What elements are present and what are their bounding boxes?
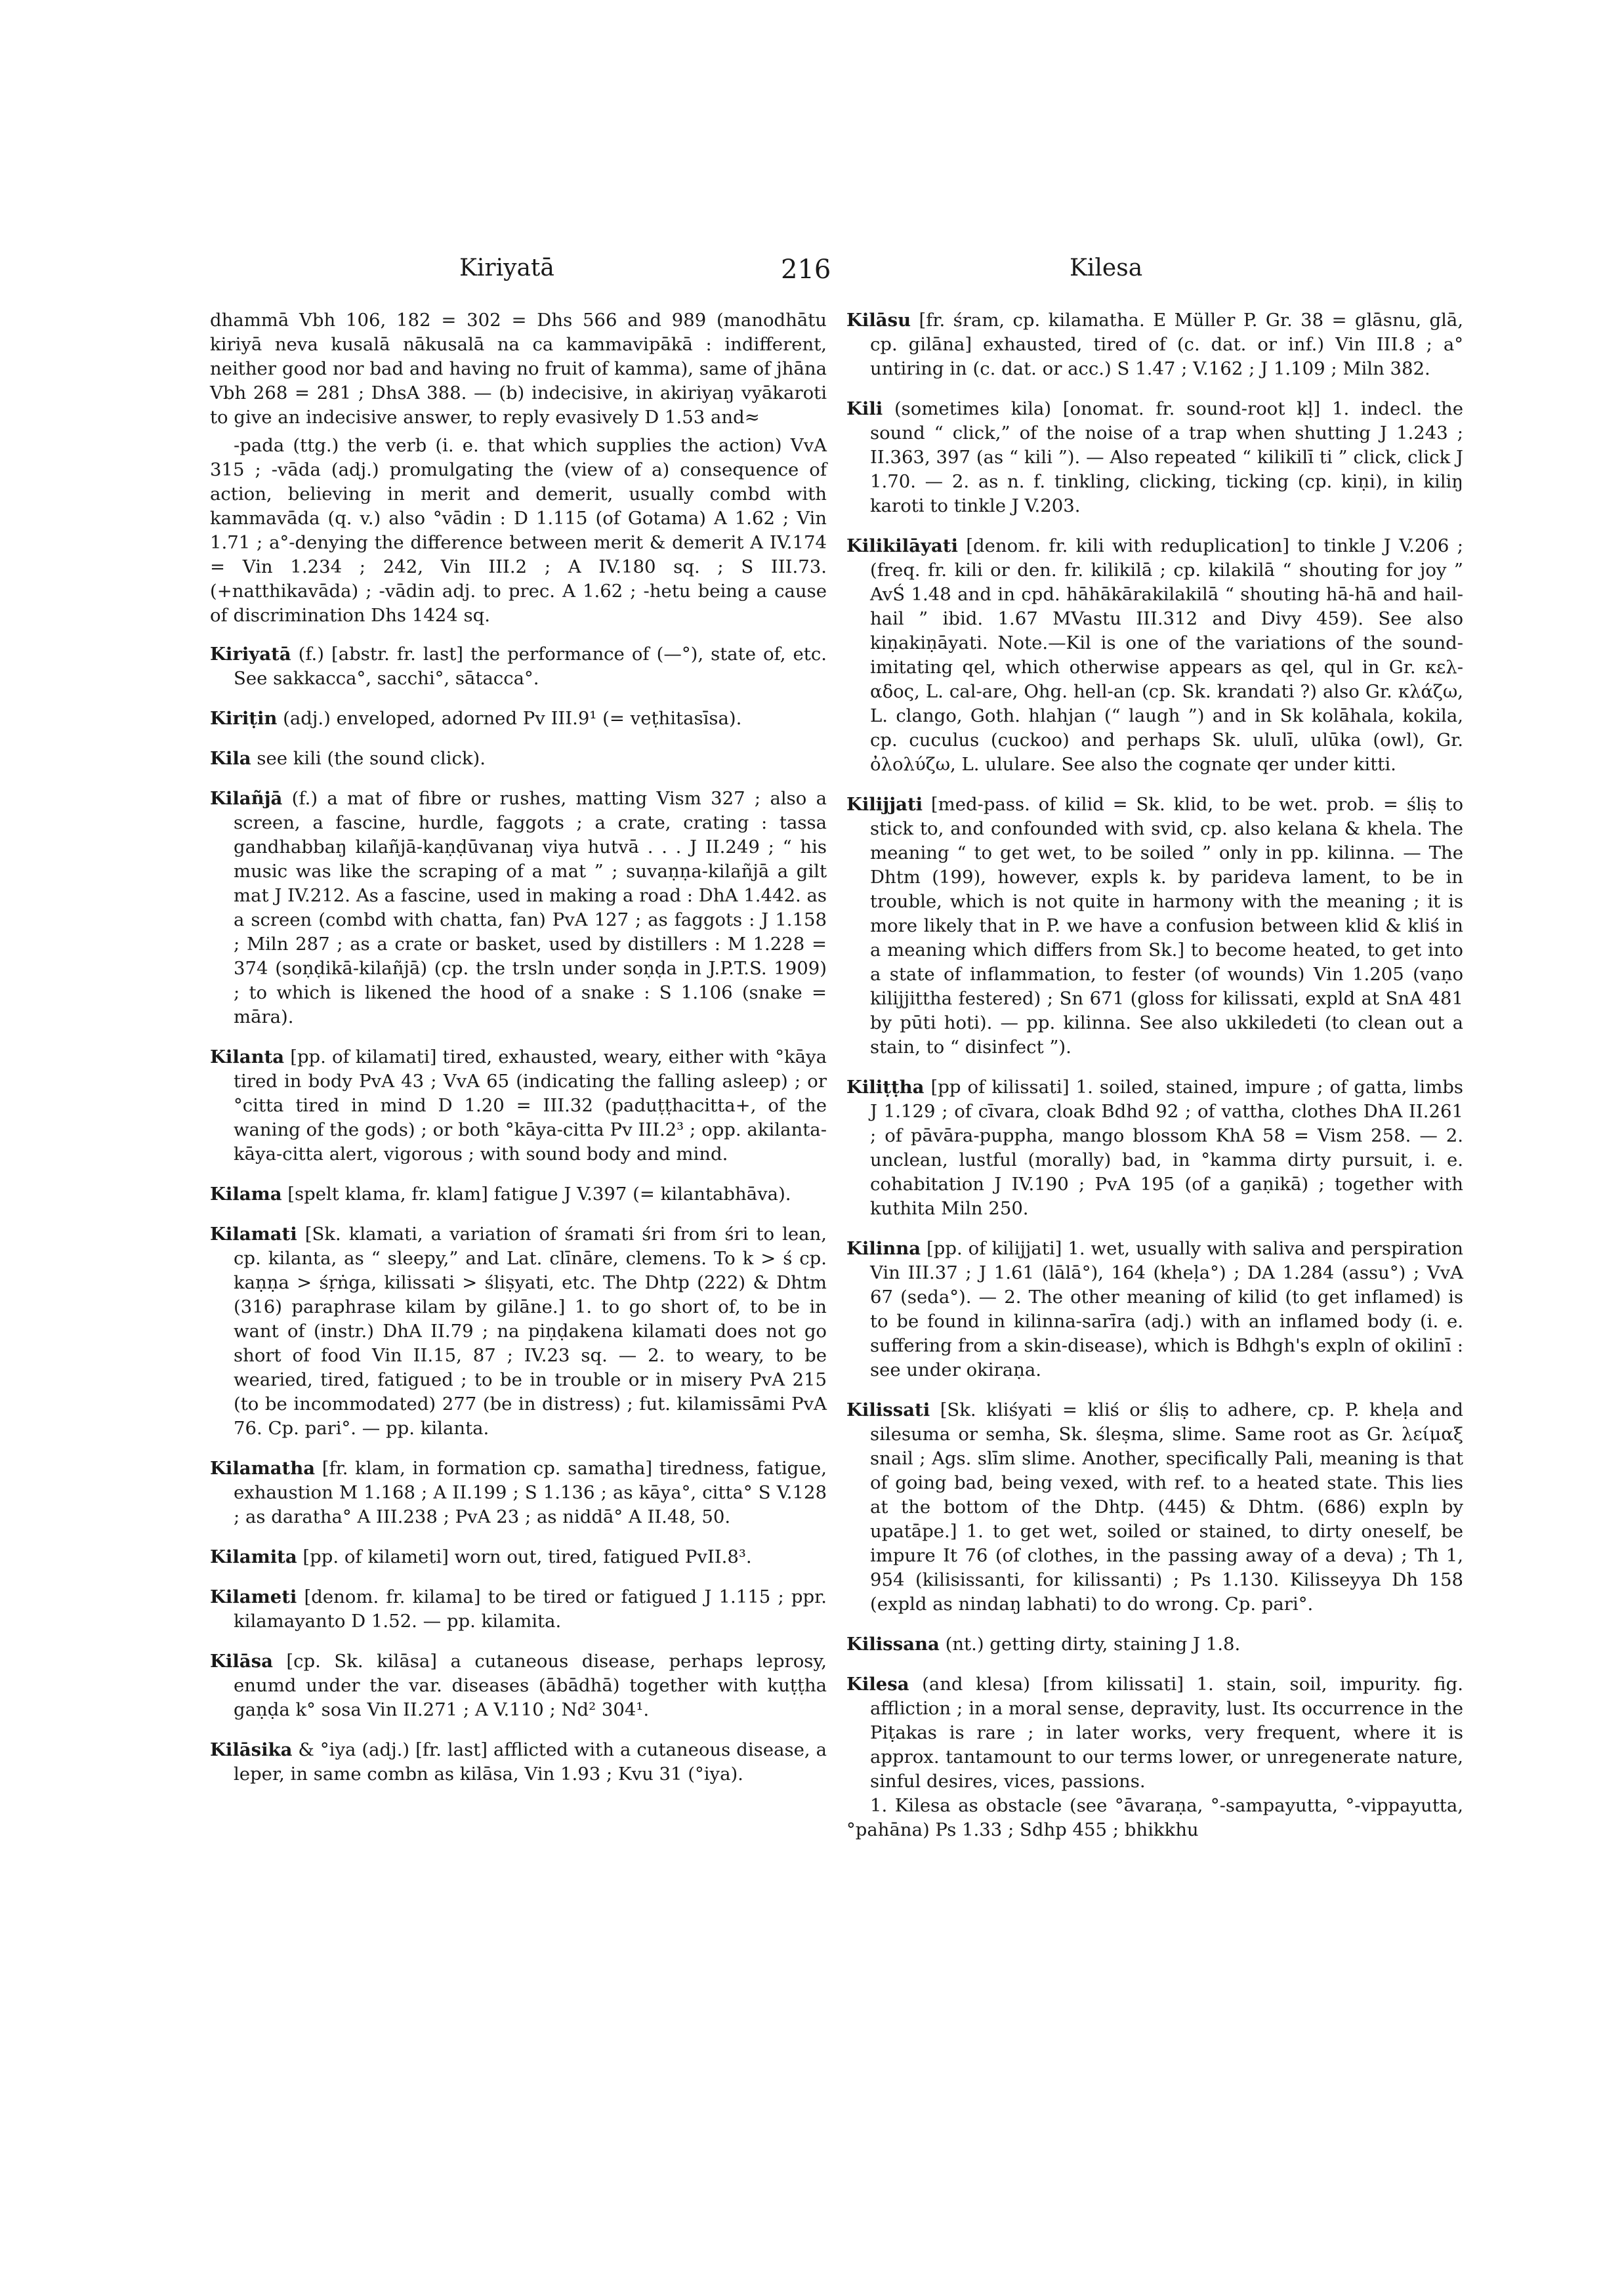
dictionary-entry <box>846 534 1463 777</box>
dictionary-entry <box>210 707 827 731</box>
dictionary-entry <box>846 1794 1463 1842</box>
dictionary-entry <box>210 308 827 430</box>
dictionary-entry <box>210 642 827 691</box>
dictionary-entry <box>210 787 827 1029</box>
entry-body: [denom. fr. kilama] to be tired or fatigued J 1.115 ; ppr. kilamayanto D 1.52. — pp. kilamita. <box>234 1586 827 1632</box>
entry-headword: Kilissati <box>846 1399 930 1420</box>
entry-body: [Sk. kliśyati = kliś or śliṣ to adhere, cp. P. kheḷa and silesuma or semha, Sk. śleṣma, slime. Same root as Gr. λείμαξ snail ; Ags. slīm slime. Another, specifically Pali, meaning is that of going bad, being vexed, with ref. to a heated state. This lies at the bottom of the Dhtp. (445) & Dhtm. (686) expln by upatāpe.] 1. to get wet, soiled or stained, to dirty oneself, be impure It 76 (of clothes, in the passing away of a deva) ; Th 1, 954 (kilisissanti, for kilissanti) ; Ps 1.130. Kilisseyya Dh 158 (expld as nindaŋ labhati) to do wrong. Cp. pari°. <box>870 1399 1463 1615</box>
entry-headword: Kilameti <box>210 1586 297 1607</box>
entry-body: [pp. of kilamati] tired, exhausted, weary, either with °kāya tired in body PvA 43 ; VvA 65 (indicating the falling asleep) ; or °citta tired in mind D 1.20 = III.32 (paduṭṭhacitta+, of the waning of the gods) ; or both °kāya-citta Pv III.2³ ; opp. akilanta-kāya-citta alert, vigorous ; with sound body and mind. <box>234 1046 827 1165</box>
running-head <box>197 255 1430 294</box>
dictionary-entry <box>210 1045 827 1167</box>
entry-headword: Kilamatha <box>210 1458 316 1479</box>
entry-body: [cp. Sk. kilāsa] a cutaneous disease, perhaps leprosy, enumd under the var. diseases (ābādhā) together with kuṭṭha gaṇḍa k° sosa Vin II.271 ; A V.110 ; Nd² 304¹. <box>234 1651 827 1720</box>
entry-body: & °iya (adj.) [fr. last] afflicted with a cutaneous disease, a leper, in same combn as kilāsa, Vin 1.93 ; Kvu 31 (°iya). <box>234 1739 827 1785</box>
entry-headword: Kilissana <box>846 1634 940 1655</box>
dictionary-entry <box>210 1545 827 1569</box>
entry-body: dhammā Vbh 106, 182 = 302 = Dhs 566 and 989 (manodhātu kiriyā neva kusalā nākusalā na ca kammavipākā : indifferent, neither good nor bad and having no fruit of kamma), same of jhāna Vbh 268 = 281 ; DhsA 388. — (b) indecisive, in akiriyaŋ vyākaroti to give an indecisive answer, to reply evasively D 1.53 and≈ <box>210 310 827 428</box>
entry-headword: Kiliṭṭha <box>846 1077 925 1098</box>
dictionary-entry <box>846 1237 1463 1382</box>
dictionary-entry <box>210 1182 827 1207</box>
entry-headword: Kilāsu <box>846 310 911 331</box>
entry-headword: Kilamati <box>210 1224 297 1245</box>
entry-headword: Kilāsa <box>210 1651 273 1672</box>
entry-headword: Kilama <box>210 1184 282 1205</box>
dictionary-entry <box>846 1672 1463 1794</box>
entry-body: 1. Kilesa as obstacle (see °āvaraṇa, °-sampayutta, °-vippayutta, °pahāna) Ps 1.33 ; Sdhp 455 ; bhikkhu <box>846 1795 1463 1840</box>
entry-body: (and klesa) [from kilissati] 1. stain, soil, impurity. fig. affliction ; in a moral sense, depravity, lust. Its occurrence in the Piṭakas is rare ; in later works, very frequent, where it is approx. tantamount to our terms lower, or unregenerate nature, sinful desires, vices, passions. <box>870 1674 1463 1792</box>
header-right-word: Kilesa <box>1070 255 1143 281</box>
entry-body: (f.) [abstr. fr. last] the performance of (—°), state of, etc. See sakkacca°, sacchi°, sātacca°. <box>234 644 827 689</box>
dictionary-entry <box>846 1398 1463 1617</box>
entry-body: [fr. śram, cp. kilamatha. E Müller P. Gr. 38 = glāsnu, glā, cp. gilāna] exhausted, tired of (c. dat. or inf.) Vin III.8 ; a° untiring in (c. dat. or acc.) S 1.47 ; V.162 ; J 1.109 ; Miln 382. <box>870 310 1463 379</box>
dictionary-entry <box>210 434 827 628</box>
dictionary-entry <box>846 1075 1463 1221</box>
entry-body: (f.) a mat of fibre or rushes, matting Vism 327 ; also a screen, a fascine, hurdle, faggots ; a crate, crating : tassa gandhabbaŋ kilañjā-kaṇḍūvanaŋ viya hutvā . . . J II.249 ; “ his music was like the scraping of a mat ” ; suvaṇṇa-kilañjā a gilt mat J IV.212. As a fascine, used in making a road : DhA 1.442. as a screen (combd with chatta, fan) PvA 127 ; as faggots : J 1.158 ; Miln 287 ; as a crate or basket, used by distillers : M 1.228 = 374 (soṇḍikā-kilañjā) (cp. the trsln under soṇḍa in J.P.T.S. 1909) ; to which is likened the hood of a snake : S 1.106 (snake = māra). <box>234 788 827 1027</box>
dictionary-entry <box>210 1738 827 1787</box>
dictionary-entry <box>210 1649 827 1722</box>
dictionary-entry <box>210 747 827 771</box>
entry-body: [pp. of kilijjati] 1. wet, usually with saliva and perspiration Vin III.37 ; J 1.61 (lālā°), 164 (kheḷa°) ; DA 1.284 (assu°) ; VvA 67 (seda°). — 2. The other meaning of kilid (to get inflamed) is to be found in kilinna-sarīra (adj.) with an inflamed body (i. e. suffering from a skin-disease), which is Bdhgh's expln of okilinī : see under okiraṇa. <box>870 1238 1463 1380</box>
entry-headword: Kilañjā <box>210 788 283 809</box>
entry-body: (sometimes kila) [onomat. fr. sound-root kḷ] 1. indecl. the sound “ click,” of the noise of a trap when shutting J 1.243 ; II.363, 397 (as “ kili ”). — Also repeated “ kilikilī ti ” click, click J 1.70. — 2. as n. f. tinkling, clicking, ticking (cp. kiṇi), in kiliŋ karoti to tinkle J V.203. <box>870 398 1463 516</box>
header-left-word: Kiriyatā <box>459 255 554 281</box>
entry-body: [denom. fr. kili with reduplication] to tinkle J V.206 ; (freq. fr. kili or den. fr. kilikilā ; cp. kilakilā “ shouting for joy ” AvŚ 1.48 and in cpd. hāhākārakilakilā “ shouting hā-hā and hail-hail ” ibid. 1.67 MVastu III.312 and Divy 459). See also kiṇakiṇāyati. Note.—Kil is one of the variations of the sound-imitating qel, which otherwise appears as qel, qul in Gr. κελ-αδος, L. cal-are, Ohg. hell-an (cp. Sk. krandati ?) also Gr. κλάζω, L. clango, Goth. hlahjan (“ laugh ”) and in Sk kolāhala, kokila, cp. cuculus (cuckoo) and perhaps Sk. ululī, ulūka (owl), Gr. ὀλολύζω, L. ululare. See also the cognate qer under kitti. <box>870 535 1463 775</box>
dictionary-entry <box>846 1632 1463 1657</box>
entry-headword: Kilijjati <box>846 794 923 815</box>
entry-headword: Kilikilāyati <box>846 535 958 556</box>
entry-body: see kili (the sound click). <box>251 748 486 769</box>
entry-headword: Kiriṭin <box>210 708 278 729</box>
dictionary-entry <box>210 1585 827 1634</box>
entry-headword: Kilāsika <box>210 1739 293 1760</box>
entry-body: [fr. klam, in formation cp. samatha] tiredness, fatigue, exhaustion M 1.168 ; A II.199 ; S 1.136 ; as kāya°, citta° S V.128 ; as daratha° A III.238 ; PvA 23 ; as niddā° A II.48, 50. <box>234 1458 827 1527</box>
entry-body: (nt.) getting dirty, staining J 1.8. <box>939 1634 1241 1655</box>
entry-body: [med-pass. of kilid = Sk. klid, to be wet. prob. = śliṣ to stick to, and confounded with svid, cp. also kelana & khela. The meaning “ to get wet, to be soiled ” only in pp. kilinna. — The Dhtm (199), however, expls k. by parideva lament, to be in trouble, which is not quite in harmony with the meaning ; it is more likely that in P. we have a confusion between klid & kliś in a meaning which differs from Sk.] to become heated, to get into a state of inflammation, to fester (of wounds) Vin 1.205 (vaṇo kilijjittha festered) ; Sn 671 (gloss for kilissati, expld at SnA 481 by pūti hoti). — pp. kilinna. See also ukkiledeti (to clean out a stain, to “ disinfect ”). <box>870 794 1463 1058</box>
left-column <box>210 308 827 1802</box>
page-number: 216 <box>781 255 831 285</box>
dictionary-entry <box>846 308 1463 381</box>
dictionary-entry <box>210 1222 827 1441</box>
dictionary-entry <box>846 793 1463 1060</box>
right-column <box>846 308 1463 1842</box>
entry-body: [Sk. klamati, a variation of śramati śri from śri to lean, cp. kilanta, as “ sleepy,” and Lat. clīnāre, clemens. To k > ś cp. kaṇṇa > śṛṅga, kilissati > śliṣyati, etc. The Dhtp (222) & Dhtm (316) paraphrase kilam by gilāne.] 1. to go short of, to be in want of (instr.) DhA II.79 ; na piṇḍakena kilamati does not go short of food Vin II.15, 87 ; IV.23 sq. — 2. to weary, to be wearied, tired, fatigued ; to be in trouble or in misery PvA 215 (to be incommodated) 277 (be in distress) ; fut. kilamissāmi PvA 76. Cp. pari°. — pp. kilanta. <box>234 1224 827 1439</box>
entry-headword: Kila <box>210 748 251 769</box>
entry-body: [pp of kilissati] 1. soiled, stained, impure ; of gatta, limbs J 1.129 ; of cīvara, cloak Bdhd 92 ; of vattha, clothes DhA II.261 ; of pāvāra-puppha, mango blossom KhA 58 = Vism 258. — 2. unclean, lustful (morally) bad, in °kamma dirty pursuit, i. e. cohabitation J IV.190 ; PvA 195 (of a gaṇikā) ; together with kuthita Miln 250. <box>870 1077 1463 1219</box>
entry-headword: Kilanta <box>210 1046 285 1067</box>
dictionary-entry <box>210 1457 827 1529</box>
dictionary-entry <box>846 397 1463 518</box>
entry-body: (adj.) enveloped, adorned Pv III.9¹ (= veṭhitasīsa). <box>277 708 742 729</box>
entry-headword: Kilamita <box>210 1546 297 1567</box>
entry-body: [spelt klama, fr. klam] fatigue J V.397 (= kilantabhāva). <box>281 1184 791 1205</box>
entry-headword: Kiriyatā <box>210 644 291 665</box>
entry-headword: Kili <box>846 398 883 419</box>
entry-body: [pp. of kilameti] worn out, tired, fatigued PvII.8³. <box>297 1546 752 1567</box>
entry-body: -pada (ttg.) the verb (i. e. that which supplies the action) VvA 315 ; -vāda (adj.) promulgating the (view of a) consequence of action, believing in merit and demerit, usually combd with kammavāda (q. v.) also °vādin : D 1.115 (of Gotama) A 1.62 ; Vin 1.71 ; a°-denying the difference between merit & demerit A IV.174 = Vin 1.234 ; 242, Vin III.2 ; A IV.180 sq. ; S III.73. (+natthikavāda) ; -vādin adj. to prec. A 1.62 ; -hetu being a cause of discrimination Dhs 1424 sq. <box>210 435 827 626</box>
entry-headword: Kilesa <box>846 1674 909 1695</box>
entry-headword: Kilinna <box>846 1238 921 1259</box>
